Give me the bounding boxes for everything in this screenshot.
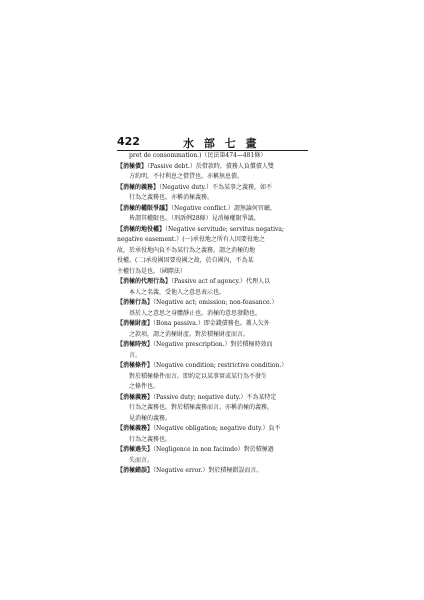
text-line [129, 373, 267, 381]
entry-text: 行為之義務也。 [129, 435, 172, 443]
text-line [117, 278, 270, 286]
text-line [129, 289, 225, 297]
text-line [129, 173, 243, 181]
entry-text: （Passive duty; negative duty.）不為某特定 [153, 393, 277, 401]
running-title: 水 部 七 畫 [183, 137, 260, 150]
text-line [129, 352, 141, 360]
entry-text: （Negative act; omission; non-feasance.） [153, 299, 278, 306]
entry-text: 主權行為是也。（國際法） [117, 267, 187, 275]
entry-headword: 【消極時效】 [117, 341, 154, 348]
text-line [129, 215, 260, 223]
entry-text: 見消極的義務。 [129, 414, 172, 422]
entry-text: （Passive act of agency.）代理人以 [171, 278, 270, 285]
entry-text: 之條件也。 [129, 383, 160, 390]
text-line [117, 320, 270, 328]
text-line [117, 268, 186, 276]
entry-text: （Negative condition; restrictive condition.） [153, 362, 288, 369]
text-line [117, 184, 272, 192]
text-line [129, 457, 153, 465]
entry-text: negative easement.）(一)承役地之所有人因要役地之 [117, 236, 265, 243]
entry-text: （Negative servitude; servitus negativa; [165, 225, 285, 233]
entry-headword: 【消極的代理行為】 [117, 278, 172, 285]
text-line [129, 383, 159, 391]
text-line [129, 404, 273, 412]
text-line [117, 425, 280, 433]
entry-headword: 【消極行為】 [117, 299, 154, 306]
text-line [117, 299, 277, 307]
entry-text: 行為之義務也。對於積極義務而言。亦稱消極的義務。 [129, 404, 274, 411]
text-line [117, 257, 254, 265]
entry-text: pret de consommation.)（民法第474—481條） [129, 152, 267, 159]
entry-text: （Negative prescription.）對於積極時效而 [153, 341, 273, 348]
text-line [117, 163, 274, 171]
text-line [129, 331, 249, 339]
entry-text: 對於積極條件而言。即約定以某事實或某行為不發生 [129, 372, 268, 380]
entry-text: 故，於承役地內負不為某行為之義務，謂之消極的地 [117, 246, 256, 254]
entry-text: 方約明，不付利息之借貸也。亦稱無息債。 [129, 173, 244, 180]
running-header [117, 135, 311, 149]
entry-text: （Negative duty.）不為某事之義務，如不 [159, 183, 273, 191]
text-line [117, 467, 262, 475]
entry-headword: 【消極錯誤】 [117, 467, 154, 474]
entry-headword: 【消極條件】 [117, 362, 154, 369]
text-line [117, 226, 284, 234]
entry-text: （Bona passiva.）即金錢債務也。蓋人欠外 [153, 320, 270, 327]
text-line [117, 362, 287, 370]
text-line [129, 310, 261, 318]
text-line [129, 194, 213, 202]
text-line [117, 394, 276, 402]
entry-text: 役權。(二)承役國因要役國之故，於自國內，不為某 [117, 257, 254, 264]
text-line [129, 152, 266, 160]
entry-text: （Negative obligation; negative duty.）負不 [153, 425, 281, 432]
entry-headword: 【消極財產】 [117, 320, 154, 327]
entry-headword: 【消極債】 [117, 162, 148, 170]
entry-headword: 【消極的權限爭議】 [117, 204, 172, 212]
text-line [129, 436, 171, 444]
entry-text: 皆謂其權限也。（刑訴例28條）見消極權限爭議。 [129, 215, 260, 222]
entry-text: 之款項，謂之消極財產。對於積極財產而言。 [129, 330, 250, 338]
page-number: 422 [117, 135, 140, 148]
text-line [129, 415, 171, 423]
entry-text: 行為之義務也。亦稱消極義務。 [129, 194, 214, 201]
entry-text: 言。 [129, 351, 142, 359]
entry-text: （Passive debt.）於借款時，債務人負償債人雙 [147, 162, 274, 170]
entry-headword: 【消極的地役權】 [117, 225, 166, 233]
text-line [117, 247, 255, 255]
entry-text: 本人之名義，受他人之意思表示也。 [129, 288, 226, 296]
entry-headword: 【消極義務】 [117, 425, 154, 432]
entry-text: （Negative error.）對於積極錯誤而言。 [153, 467, 263, 474]
text-line [117, 236, 265, 244]
entry-text: 失而言。 [129, 456, 154, 464]
text-line [117, 341, 272, 349]
entry-text: （Negligence in non facimdo）對於積極過 [153, 446, 274, 453]
entry-headword: 【消極的義務】 [117, 183, 160, 191]
entry-text: （Negative conflict.）謂無論何官廳， [171, 204, 276, 212]
entry-headword: 【消極過失】 [117, 446, 154, 453]
entry-headword: 【消極義務】 [117, 393, 154, 401]
text-line [117, 205, 276, 213]
header-rule [117, 150, 308, 151]
text-line [117, 446, 274, 454]
entry-text: 基於人之意思之身體靜止也。消極的意思發動也。 [129, 309, 262, 317]
